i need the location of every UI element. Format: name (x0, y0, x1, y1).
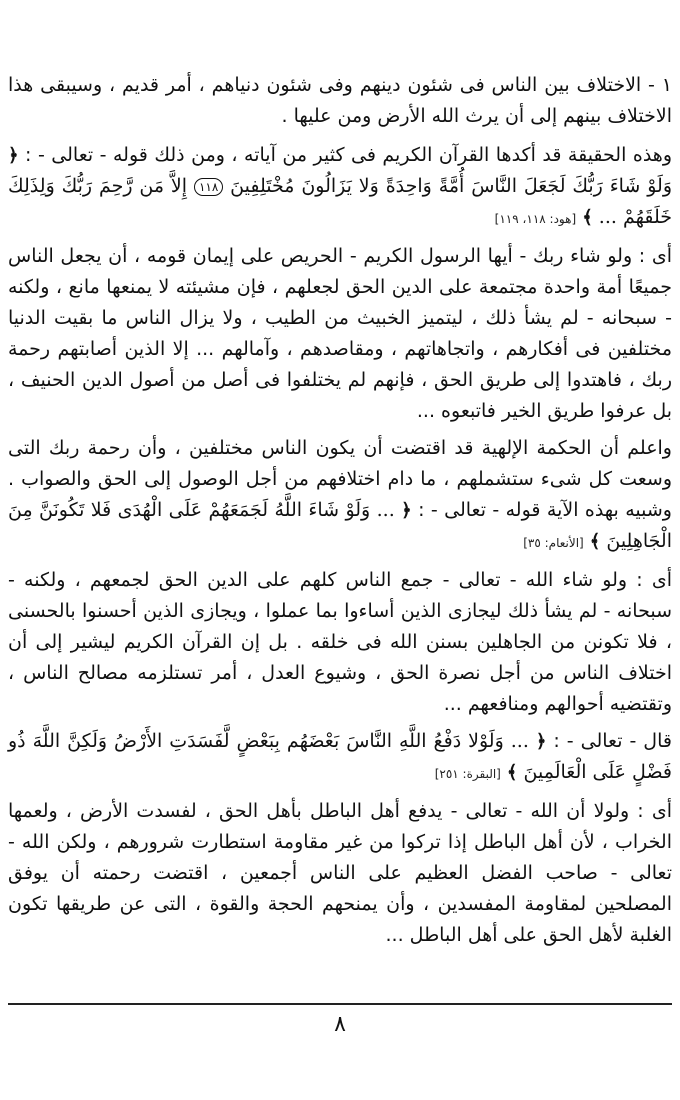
quran-close-brace: ﴾ (589, 531, 601, 552)
paragraph-quran-baqara (8, 726, 672, 790)
footer-divider (8, 1003, 672, 1005)
verse-number-marker: ١١٨ (194, 178, 223, 196)
quran-verse-hud-119: إِلاَّ مَن رَّحِمَ رَبُّكَ وَلِذَلِكَ خَلَقَهُمْ ... (8, 175, 672, 228)
paragraph-explanation-baqara: أى : ولولا أن الله - تعالى - يدفع أهل الباطل بأهل الحق ، لفسدت الأرض ، ولعمها الخراب ، لأن أهل الباطل إذا تركوا من غير مقاومة استطارت شرورهم ، ولكن الله - تعالى - صاحب الفضل العظيم على الناس أجمعين ، اقتضت رحمته أن يوفق المصلحين لمقاومة المفسدين ، وأن يمنحهم الحجة والقوة ، التى عن طريقها تكون الغلبة لأهل الحق على أهل الباطل ... (8, 800, 672, 946)
paragraph-quran-anam (8, 433, 672, 559)
quran-verse-hud-118: وَلَوْ شَاءَ رَبُّكَ لَجَعَلَ النَّاسَ أُمَّةً وَاحِدَةً وَلا يَزَالُونَ مُخْتَلِفِينَ (230, 175, 673, 197)
quran-close-brace: ﴾ (506, 762, 518, 783)
paragraph-ancient-disagreement: ١ - الاختلاف بين الناس فى شئون دينهم وفى شئون دنياهم ، أمر قديم ، وسيبقى هذا الاختلاف بينهم إلى أن يرث الله الأرض ومن عليها . (8, 74, 672, 127)
quran-open-brace: ﴿ (401, 500, 412, 521)
page-number: ٨ (334, 1012, 346, 1037)
paragraph-quran-hud (8, 140, 672, 235)
quran-open-brace: ﴿ (8, 145, 19, 166)
quran-reference-hud: [هود: ١١٨، ١١٩] (494, 212, 577, 226)
quran-close-brace: ﴾ (582, 207, 593, 228)
quran-verse-baqara: ... وَلَوْلا دَفْعُ اللَّهِ النَّاسَ بَعْضَهُم بِبَعْضٍ لَّفَسَدَتِ الأَرْضُ وَلَكِنَّ اللَّهَ ذُو فَضْلٍ عَلَى الْعَالَمِينَ (8, 730, 672, 783)
quran-verse-anam: ... وَلَوْ شَاءَ اللَّهُ لَجَمَعَهُمْ عَلَى الْهُدَى فَلا تَكُونَنَّ مِنَ الْجَاهِلِينَ (8, 499, 672, 552)
paragraph-explanation-anam: أى : ولو شاء الله - تعالى - جمع الناس كلهم على الدين الحق لجمعهم ، ولكنه - سبحانه - لم يشأ ذلك ليجازى الذين أساءوا بما عملوا ، ويجازى الذين أحسنوا بالحسنى ، فلا تكونن من الجاهلين بسنن الله فى خلقه . بل إن القرآن الكريم ليشير إلى أن اختلاف الناس من أجل نصرة الحق ، وشيوع العدل ، أمر تستلزمه مصالح الناس ، وتقتضيه أحوالهم ومنافعهم ... (8, 569, 672, 715)
paragraph-explanation-hud: أى : ولو شاء ربك - أيها الرسول الكريم - الحريص على إيمان قومه ، أن يجعل الناس جميعًا أمة واحدة مجتمعة على الدين الحق لجعلهم ، فإن مشيئته لا يمنعها مانع ، ولكنه - سبحانه - لم يشأ ذلك ، ليتميز الخبيث من الطيب ، ولا يزال الناس ما بقيت الدنيا مختلفين فى أفكارهم ، واتجاهاتهم ، ومقاصدهم ، وآمالهم ... إلا الذين أصابتهم رحمة ربك ، فاهتدوا إلى طريق الحق ، فإنهم لم يختلفوا فى أصل من أصول الدين الحنيف ، بل عرفوا طريق الخير فاتبعوه ... (8, 245, 672, 422)
page-body (8, 70, 672, 957)
paragraph-intro-text: واعلم أن الحكمة الإلهية قد اقتضت أن يكون الناس مختلفين ، وأن رحمة ربك التى وسعت كل شىء ستشملهم ، ما دام اختلافهم من أجل الوصول إلى الحق والصواب . وشبيه بهذه الآية قوله - تعالى - : (8, 437, 672, 521)
quran-open-brace: ﴿ (535, 731, 547, 752)
paragraph-intro-text: وهذه الحقيقة قد أكدها القرآن الكريم فى كثير من آياته ، ومن ذلك قوله - تعالى - : (25, 144, 672, 166)
paragraph-intro-text: قال - تعالى - : (553, 730, 672, 752)
quran-reference-baqara: [البقرة: ٢٥١] (434, 767, 501, 781)
quran-reference-anam: [الأنعام: ٣٥] (523, 536, 584, 550)
